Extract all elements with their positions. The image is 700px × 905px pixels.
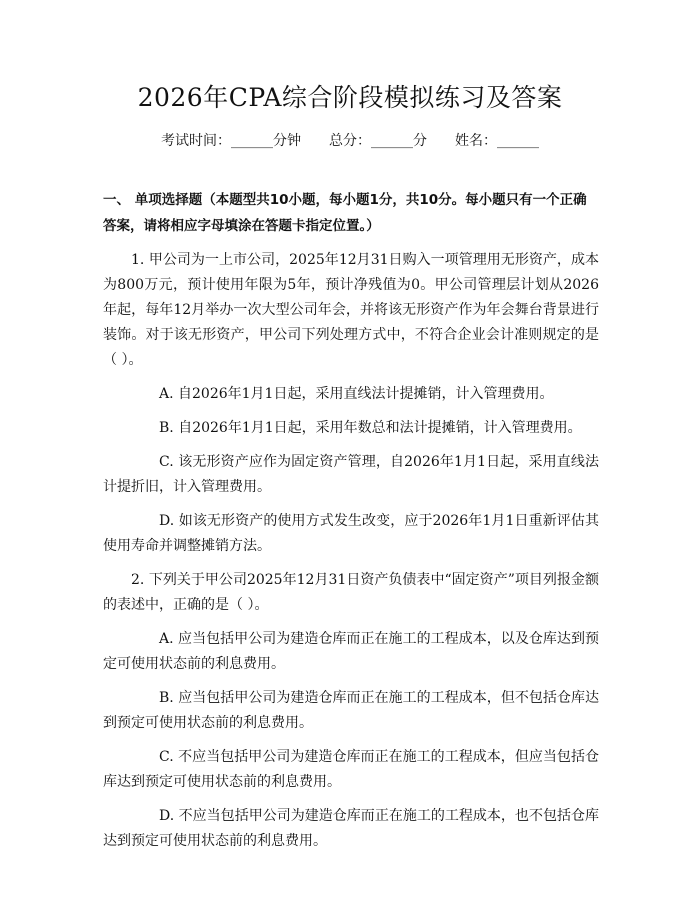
option-d: D. 如该无形资产的使用方式发生改变，应于2026年1月1日重新评估其使用寿命并调整摊销方法。 — [103, 513, 599, 554]
document-title: 2026年CPA综合阶段模拟练习及答案 — [137, 83, 563, 112]
exam-time-field: 考试时间：______分钟 — [161, 133, 301, 149]
question-2 — [103, 568, 599, 854]
section-heading: 一、 单项选择题（本题型共10小题，每小题1分，共10分。每小题只有一个正确答案，请将相应字母填涂在答题卡指定位置。） — [103, 192, 587, 234]
question-1 — [103, 248, 599, 559]
option-a: A. 自2026年1月1日起，采用直线法计提摊销，计入管理费用。 — [159, 386, 554, 402]
option-b: B. 应当包括甲公司为建造仓库而正在施工的工程成本，但不包括仓库达到预定可使用状态前的利息费用。 — [103, 690, 599, 731]
option-c: C. 该无形资产应作为固定资产管理，自2026年1月1日起，采用直线法计提折旧，计入管理费用。 — [103, 454, 599, 495]
total-score-field: 总分：______分 — [329, 133, 427, 149]
option-a: A. 应当包括甲公司为建造仓库而正在施工的工程成本，以及仓库达到预定可使用状态前的利息费用。 — [103, 631, 599, 672]
exam-info-line — [0, 131, 700, 151]
question-stem: 1. 甲公司为一上市公司，2025年12月31日购入一项管理用无形资产，成本为800万元，预计使用年限为5年，预计净残值为0。甲公司管理层计划从2026年起，每年12月举办一次大型公司年会，并将该无形资产作为年会舞台背景进行装饰。对于该无形资产，甲公司下列处理方式中，不符合企业会计准则规定的是（ ）。 — [103, 252, 599, 368]
option-c: C. 不应当包括甲公司为建造仓库而正在施工的工程成本，但应当包括仓库达到预定可使用状态前的利息费用。 — [103, 749, 599, 790]
question-stem: 2. 下列关于甲公司2025年12月31日资产负债表中“固定资产”项目列报金额的表述中，正确的是（ ）。 — [103, 572, 599, 613]
name-field: 姓名：______ — [455, 133, 539, 149]
option-d: D. 不应当包括甲公司为建造仓库而正在施工的工程成本，也不包括仓库达到预定可使用状态前的利息费用。 — [103, 808, 599, 849]
exam-content — [103, 187, 599, 863]
option-b: B. 自2026年1月1日起，采用年数总和法计提摊销，计入管理费用。 — [159, 420, 582, 436]
